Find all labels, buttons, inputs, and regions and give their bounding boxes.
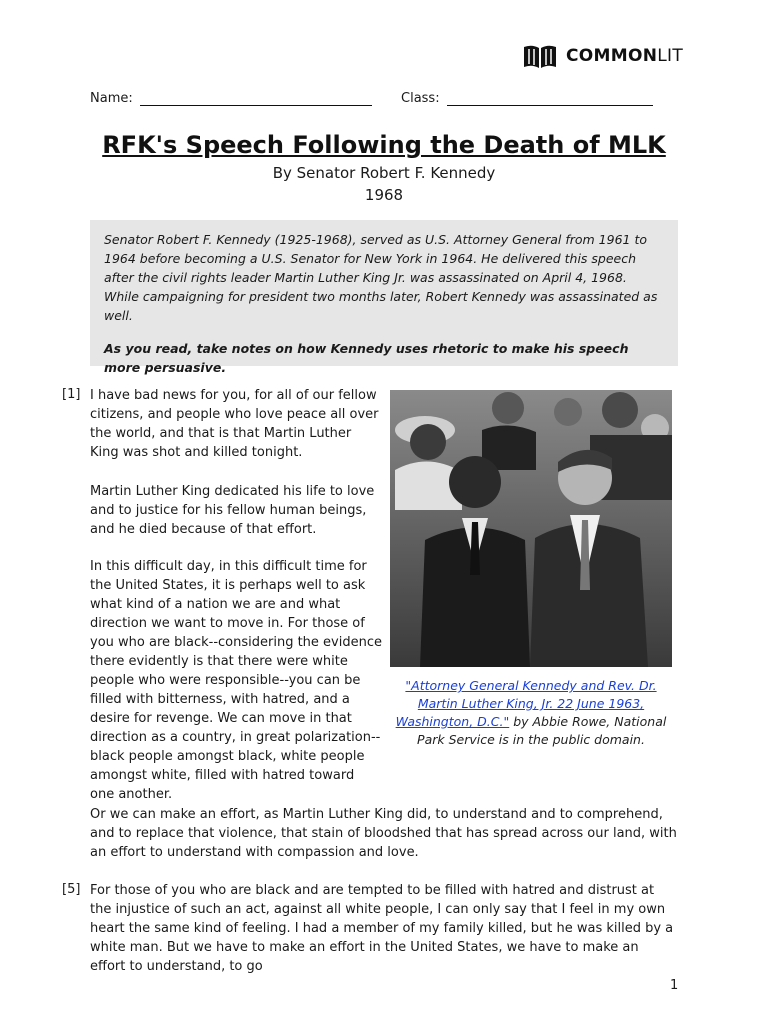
class-label: Class:	[401, 91, 440, 106]
name-field[interactable]	[90, 91, 372, 106]
commonlit-logo	[522, 42, 683, 70]
intro-box	[90, 220, 678, 375]
photo-caption	[390, 677, 672, 749]
logo-wordmark: COMMONLIT	[566, 46, 684, 66]
intro-context: Senator Robert F. Kennedy (1925-1968), served as U.S. Attorney General from 1961 to 1964 before becoming a U.S. Senator for New York in 1964. He delivered this speech after the civil rights leader Martin Luther King Jr. was assassinated on April 4, 1968. While campaigning for president two months later, Robert Kennedy was assassinated as well.	[104, 232, 658, 323]
speech-paragraph-4: Or we can make an effort, as Martin Luther King did, to understand and to comprehend, and to replace that violence, that stain of bloodshed that has spread across our land, with an effort to understand with compassion and love.	[90, 807, 677, 860]
paragraph-number-5: [5]	[62, 882, 81, 897]
class-field[interactable]	[401, 91, 653, 106]
speech-paragraph-3: In this difficult day, in this difficult time for the United States, it is perhaps well to ask what kind of a nation we are and what direction we want to move in. For those of you who are black--considering the evidence there evidently is that there were white people who were responsible--you can be filled with bitterness, with hatred, and a desire for revenge. We can move in that direction as a country, in great polarization--black people amongst black, white people amongst white, filled with hatred toward one another.	[90, 559, 382, 802]
name-label: Name:	[90, 91, 133, 106]
page-number: 1	[670, 978, 679, 993]
class-blank-line[interactable]	[447, 92, 653, 106]
reading-task: As you read, take notes on how Kennedy uses rhetoric to make his speech more persuasive.	[104, 341, 629, 375]
historical-photo	[390, 390, 672, 667]
name-blank-line[interactable]	[140, 92, 372, 106]
open-book-icon	[522, 42, 558, 70]
photo-illustration	[390, 390, 672, 667]
speech-paragraph-5: For those of you who are black and are tempted to be filled with hatred and distrust at the injustice of such an act, against all white people, I can only say that I feel in my own heart the same kind of feeling. I had a member of my family killed, but he was killed by a white man. But we have to make an effort in the United States, we have to make an effort to understand, to go	[90, 883, 674, 974]
photo-source-link[interactable]: "Attorney General Kennedy and Rev. Dr. Martin Luther King, Jr. 22 June 1963, Washington, D.C."	[395, 678, 657, 729]
paragraph-number-1: [1]	[62, 387, 81, 402]
speech-paragraph-1: I have bad news for you, for all of our fellow citizens, and people who love peace all over the world, and that is that Martin Luther King was shot and killed tonight.	[90, 388, 379, 460]
speech-paragraph-2: Martin Luther King dedicated his life to love and to justice for his fellow human beings, and he died because of that effort.	[90, 484, 375, 537]
author-line: By Senator Robert F. Kennedy	[272, 164, 496, 182]
photo-credit: by Abbie Rowe, National Park Service is in the public domain.	[417, 714, 667, 747]
document-title: RFK's Speech Following the Death of MLK	[102, 131, 666, 159]
publication-year: 1968	[364, 186, 404, 204]
